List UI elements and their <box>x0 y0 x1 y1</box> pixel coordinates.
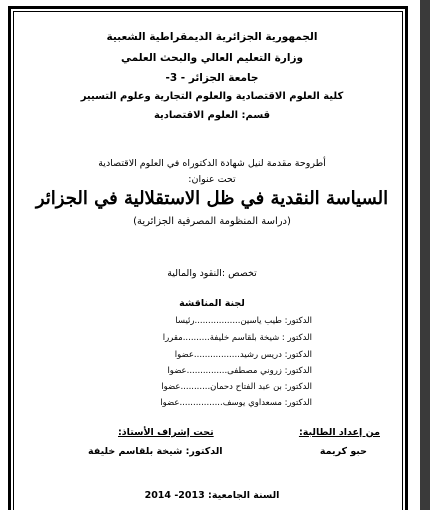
committee-heading: لجنة المناقشة <box>179 298 245 309</box>
header-department: قسم: العلوم الاقتصادية <box>153 110 271 121</box>
committee-member: الدكتور: طيب ياسين.................رئيسا <box>175 316 312 326</box>
thesis-specialty: تخصص :النقود والمالية <box>167 268 257 279</box>
student-label: من إعداد الطالبة: <box>298 427 380 438</box>
committee-member: الدكتور: دريس رشيد.................عضوا <box>174 350 312 360</box>
committee-member: الدكتور: بن عبد الفتاح دحمان...........عضوا <box>161 382 312 392</box>
committee-member: الدكتور: مسعداوي يوسف................عضوا <box>160 398 312 408</box>
thesis-title: السياسة النقدية في ظل الاستقلالية في الجزائر <box>35 188 389 209</box>
header-republic: الجمهورية الجزائرية الديمقراطية الشعبية <box>106 31 318 43</box>
supervisor-name: الدكتور: شيخة بلقاسم خليفة <box>88 446 223 457</box>
header-university: جامعة الجزائر - 3- <box>165 72 259 84</box>
student-name: حبو كريمة <box>319 446 367 457</box>
committee-member: الدكتور: زروني مصطفى...............عضوا <box>167 366 312 376</box>
page-shadow <box>420 0 430 510</box>
thesis-under-title: تحت عنوان: <box>188 174 236 185</box>
supervisor-label: تحت إشراف الأستاذ: <box>118 427 214 438</box>
thesis-subtitle: أطروحة مقدمة لنيل شهادة الدكتوراه في العلوم الاقتصادية <box>98 158 326 169</box>
header-ministry: وزارة التعليم العالي والبحث العلمي <box>120 52 304 64</box>
committee-member: الدكتور : شيخة بلقاسم خليفة..........مقررا <box>162 333 312 343</box>
header-faculty: كلية العلوم الاقتصادية والعلوم التجارية وعلوم التسيير <box>80 91 344 102</box>
academic-year: السنة الجامعية: 2013- 2014 <box>144 490 280 501</box>
thesis-case-study: (دراسة المنظومة المصرفية الجزائرية) <box>133 216 291 227</box>
